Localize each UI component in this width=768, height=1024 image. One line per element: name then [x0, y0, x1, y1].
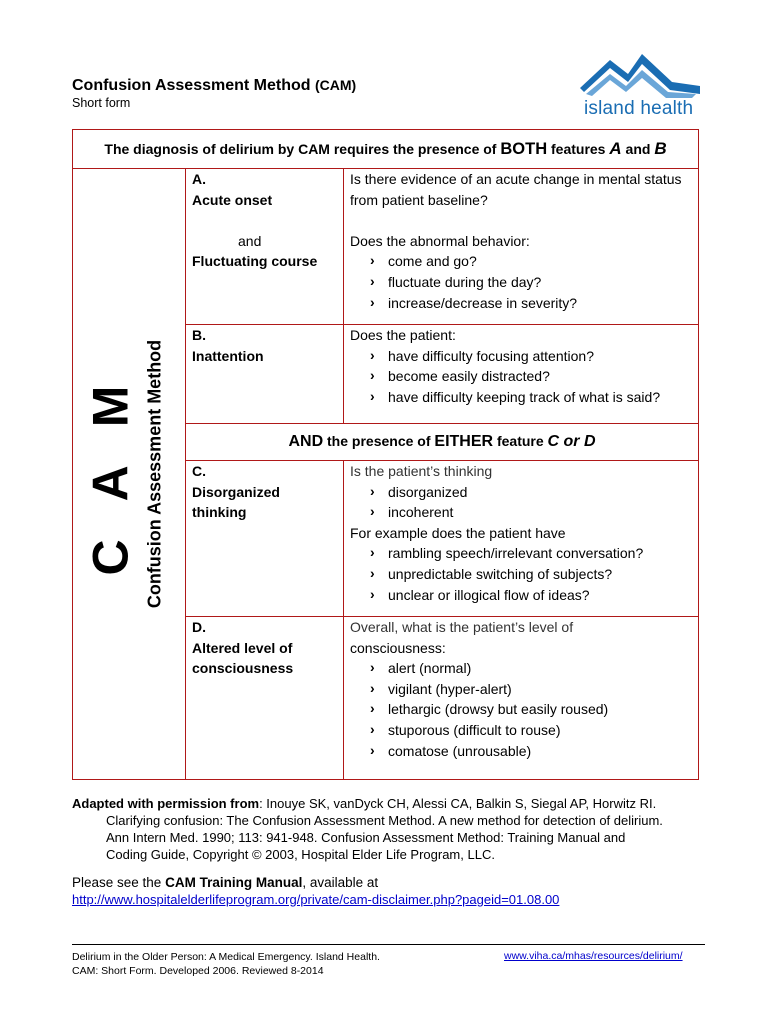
training-manual-link[interactable]: http://www.hospitalelderlifeprogram.org/private/cam-disclaimer.php?pageid=01.08.00 [72, 892, 560, 907]
list-item: › alert (normal) [370, 658, 692, 679]
feature-a-description: Is there evidence of an acute change in mental status from patient baseline? Does the abnormal behavior: › come and go? › fluctuate during the day? › increase/decrease in severity? [344, 169, 699, 325]
page-subtitle: Short form [72, 96, 131, 110]
footer-left: Delirium in the Older Person: A Medical Emergency. Island Health. CAM: Short Form. Developed 2006. Reviewed 8-2014 [72, 951, 380, 977]
cam-vertical-subtitle: Confusion Assessment Method [144, 339, 165, 609]
cam-side-label [73, 169, 186, 780]
list-item: › have difficulty keeping track of what is said? [370, 387, 692, 408]
training-manual-note: Please see the CAM Training Manual, available at http://www.hospitalelderlifeprogram.org/private/cam-disclaimer.php?pageid=01.08.00 [72, 875, 560, 907]
list-item: › disorganized [370, 482, 692, 503]
list-item: › lethargic (drowsy but easily roused) [370, 699, 692, 720]
feature-d-label: D. Altered level of consciousness [186, 617, 344, 780]
citation: Adapted with permission from: Inouye SK, vanDyck CH, Alessi CA, Balkin S, Siegal AP, Horwitz RI. Clarifying confusion: The Confusion Assessment Method. A new method for detection of delirium. Ann Intern Med. 1990; 113: 941-948. Confusion Assessment Method: Training Manual and Coding Guide, Copyright © 2003, Hospital Elder Life Program, LLC. [72, 796, 663, 862]
logo-text: island health [584, 98, 694, 119]
list-item: › incoherent [370, 502, 692, 523]
cam-table [72, 129, 699, 780]
list-item: › increase/decrease in severity? [370, 293, 692, 314]
list-item: › become easily distracted? [370, 366, 692, 387]
title-main: Confusion Assessment Method [72, 77, 311, 94]
feature-b-label: B. Inattention [186, 325, 344, 424]
cam-vertical-title: C A M [82, 372, 139, 576]
list-item: › unclear or illogical flow of ideas? [370, 585, 692, 606]
list-item: › stuporous (difficult to rouse) [370, 720, 692, 741]
title-abbr: (CAM) [315, 77, 357, 93]
list-item: › unpredictable switching of subjects? [370, 564, 692, 585]
feature-c-label: C. Disorganized thinking [186, 461, 344, 617]
either-statement: AND the presence of EITHER feature C or D [186, 424, 699, 461]
list-item: › fluctuate during the day? [370, 272, 692, 293]
feature-b-description: Does the patient: › have difficulty focusing attention? › become easily distracted? › have difficulty keeping track of what is said? [344, 325, 699, 424]
page-title [72, 77, 356, 95]
footer-link[interactable]: www.viha.ca/mhas/resources/delirium/ [504, 950, 683, 962]
list-item: › come and go? [370, 251, 692, 272]
list-item: › have difficulty focusing attention? [370, 346, 692, 367]
diagnosis-statement: The diagnosis of delirium by CAM requires the presence of BOTH features A and B [73, 130, 699, 169]
feature-c-description: Is the patient’s thinking › disorganized › incoherent For example does the patient have › rambling speech/irrelevant conversation? › unpredictable switching of subjects? › unclear or illogical flow of ideas? [344, 461, 699, 617]
footer-right [504, 950, 683, 962]
footer-divider [72, 944, 705, 945]
citation-label: Adapted with permission from [72, 796, 260, 811]
feature-a-row [73, 169, 699, 325]
list-item: › rambling speech/irrelevant conversation? [370, 543, 692, 564]
list-item: › vigilant (hyper-alert) [370, 679, 692, 700]
feature-d-description: Overall, what is the patient’s level of consciousness: › alert (normal) › vigilant (hyper-alert) › lethargic (drowsy but easily roused) › stuporous (difficult to rouse) › comatose (unrousable) [344, 617, 699, 780]
list-item: › comatose (unrousable) [370, 741, 692, 762]
table-header-row [73, 130, 699, 169]
feature-a-label: A. Acute onset and Fluctuating course [186, 169, 344, 325]
